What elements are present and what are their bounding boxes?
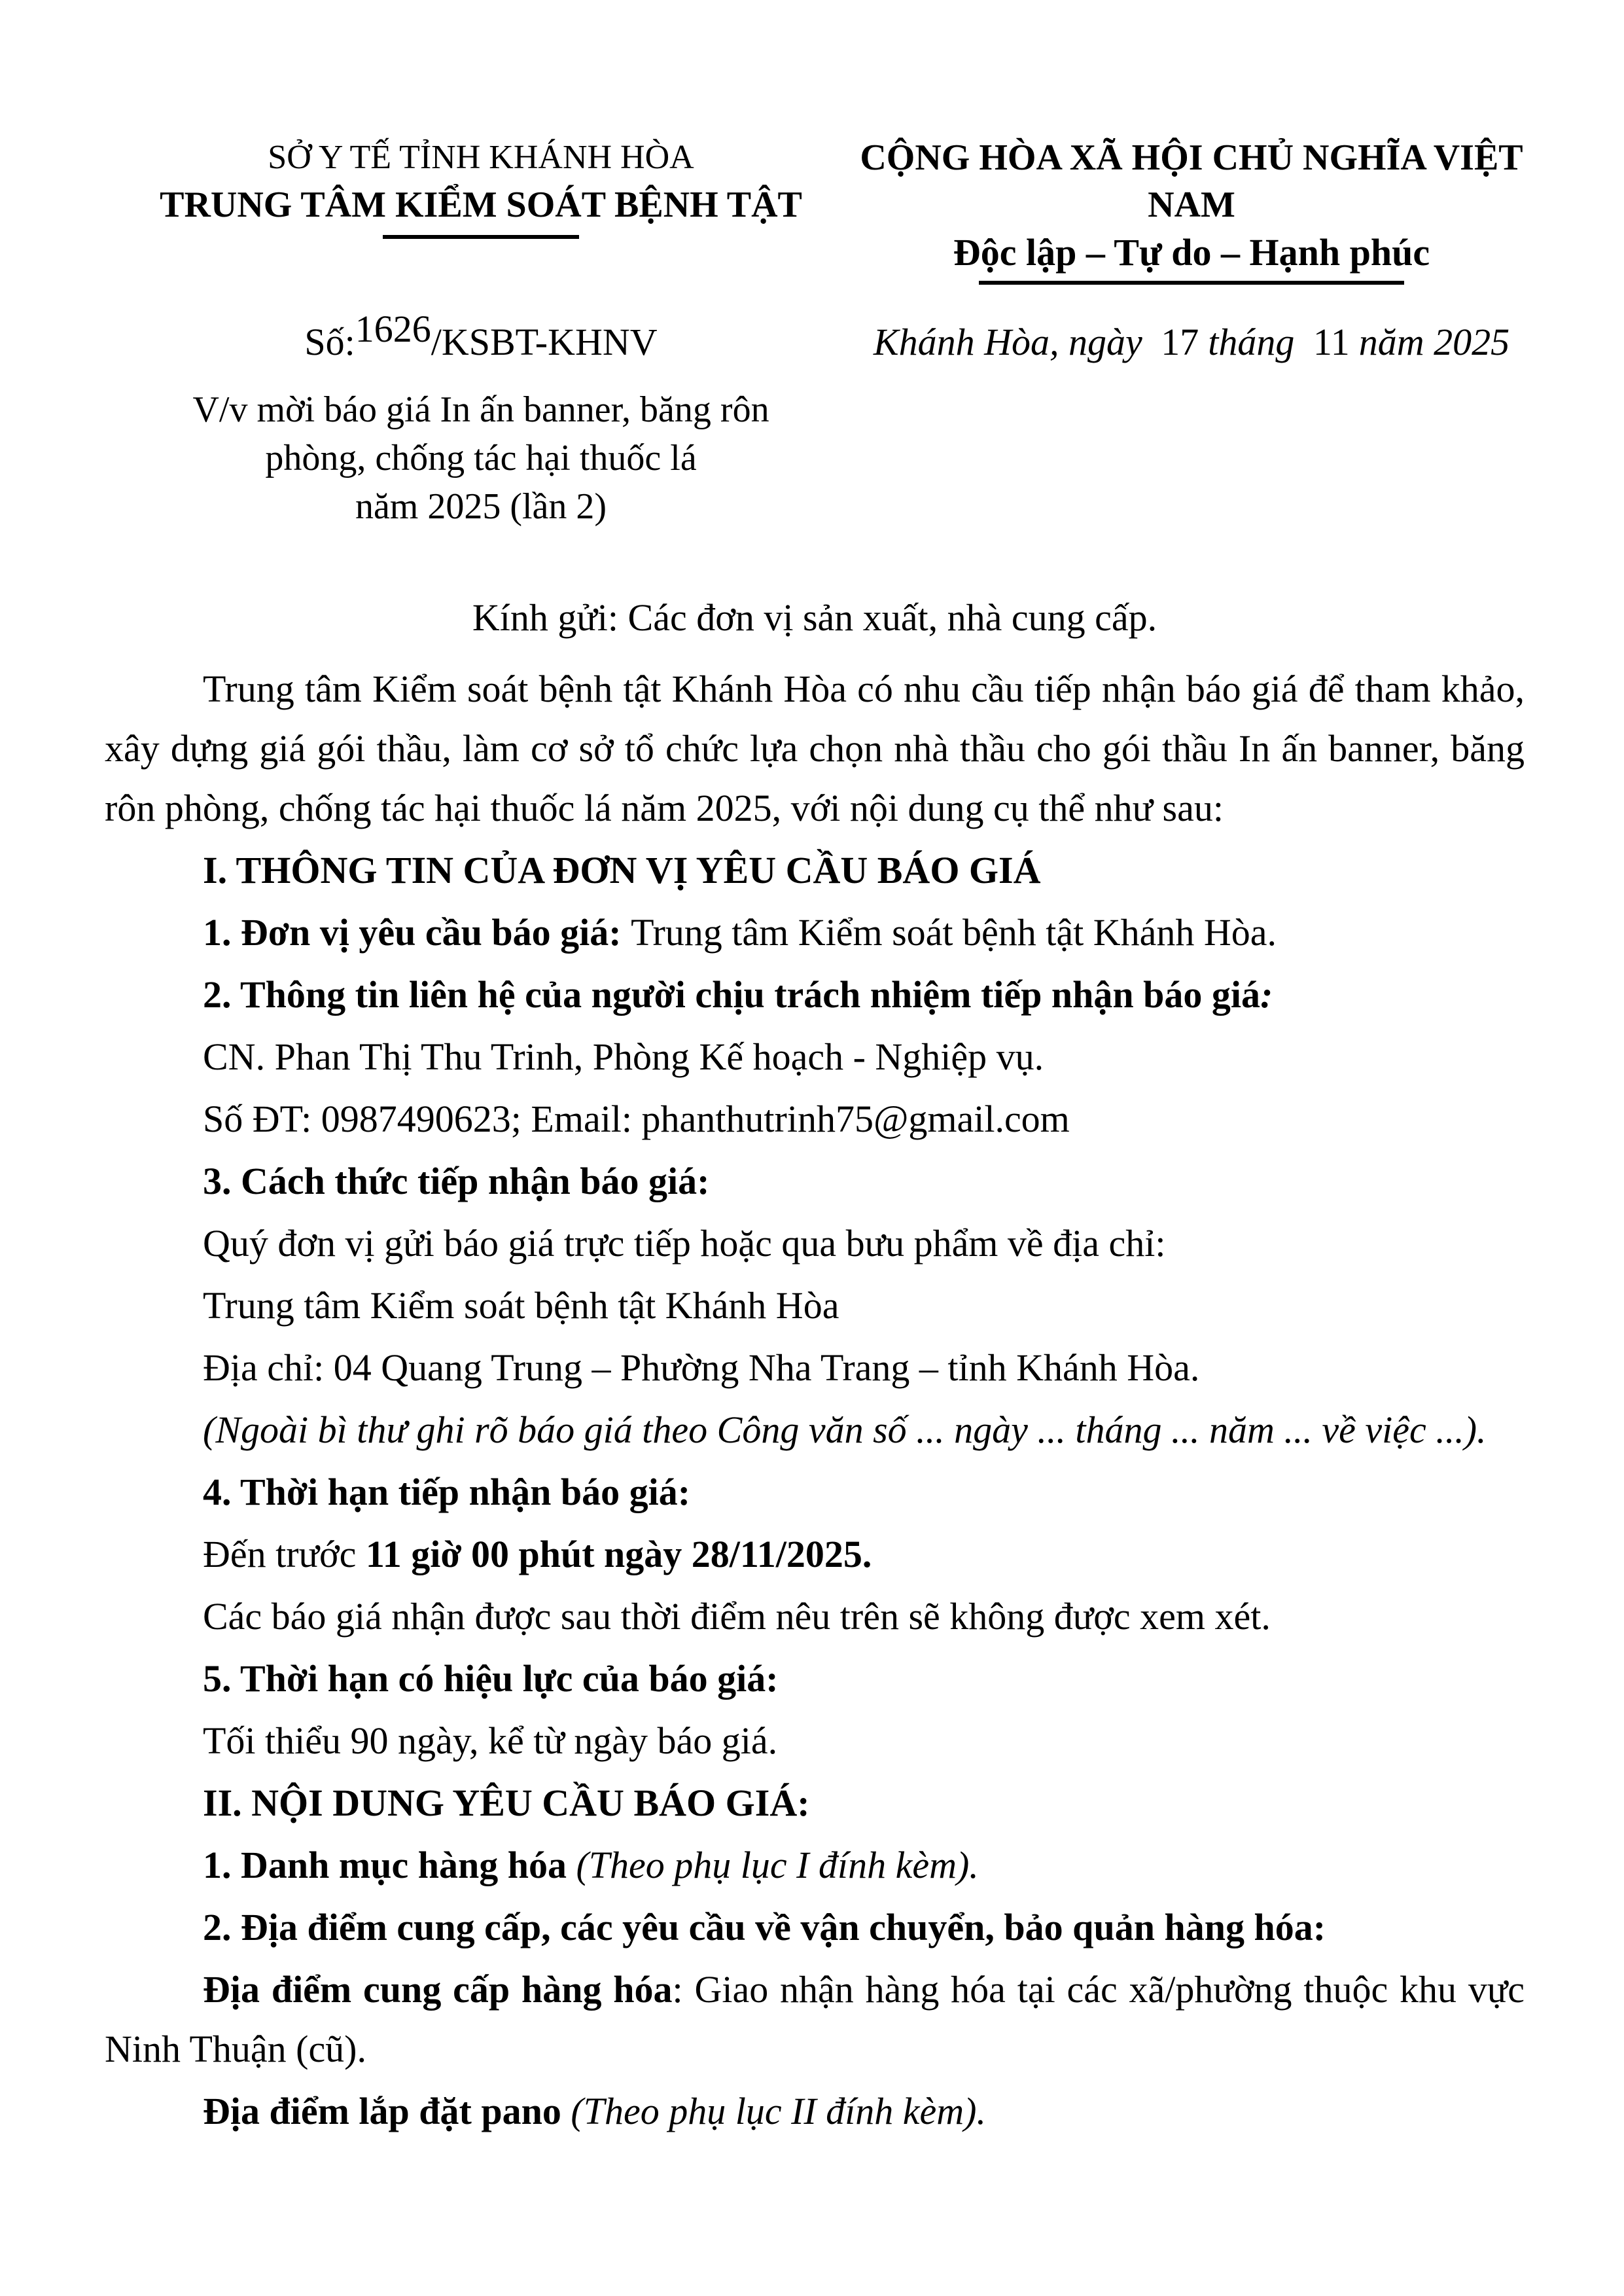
body-paragraph (105, 1649, 1525, 1708)
country-title: CỘNG HÒA XÃ HỘI CHỦ NGHĨA VIỆT NAM (860, 137, 1523, 225)
text-segment: 11 giờ 00 phút ngày 28/11/2025. (365, 1533, 872, 1575)
doc-subject (105, 386, 857, 531)
text-segment: Số ĐT: 0987490623; Email: phanthutrinh75@gmail.com (203, 1098, 1070, 1140)
org-unit-name: TRUNG TÂM KIỂM SOÁT BỆNH TẬT (160, 185, 802, 225)
text-segment: : Giao nhận hàng hóa tại các xã/phường thuộc khu vực Ninh Thuận (cũ). (105, 1968, 1525, 2070)
doc-date (857, 316, 1526, 368)
body-paragraph (105, 2081, 1525, 2141)
text-segment: Quý đơn vị gửi báo giá trực tiếp hoặc qua bưu phẩm về địa chỉ: (203, 1222, 1166, 1265)
subject-line-2: phòng, chống tác hại thuốc lá (265, 438, 697, 478)
body-paragraph (105, 1773, 1525, 1833)
document-body (105, 659, 1525, 2141)
text-segment: Địa điểm lắp đặt pano (203, 2090, 571, 2132)
date-month: 11 (1313, 321, 1350, 363)
document-header (0, 0, 1624, 285)
body-paragraph (105, 1711, 1525, 1770)
date-word-month: tháng (1208, 321, 1295, 363)
body-paragraph (105, 1276, 1525, 1335)
org-underline-divider (383, 235, 579, 239)
body-paragraph (105, 903, 1525, 962)
text-segment: 2. Địa điểm cung cấp, các yêu cầu về vận chuyển, bảo quản hàng hóa: (203, 1906, 1326, 1948)
salutation-line: Kính gửi: Các đơn vị sản xuất, nhà cung cấp. (472, 596, 1157, 639)
date-year: năm 2025 (1358, 321, 1510, 363)
doc-meta-row (0, 285, 1624, 368)
date-day: 17 (1161, 321, 1199, 363)
text-segment: I. THÔNG TIN CỦA ĐƠN VỊ YÊU CẦU BÁO GIÁ (203, 849, 1041, 891)
body-paragraph (105, 1587, 1525, 1646)
body-paragraph (105, 1151, 1525, 1211)
text-segment: 1. Danh mục hàng hóa (203, 1844, 576, 1886)
body-paragraph (105, 840, 1525, 900)
body-paragraph (105, 1213, 1525, 1273)
body-paragraph (105, 1462, 1525, 1522)
subject-line-1: V/v mời báo giá In ấn banner, băng rôn (192, 389, 769, 430)
text-segment: CN. Phan Thị Thu Trinh, Phòng Kế hoạch - Nghiệp vụ. (203, 1035, 1044, 1078)
body-paragraph (105, 1027, 1525, 1086)
text-segment: 1. Đơn vị yêu cầu báo giá: (203, 911, 631, 954)
date-place: Khánh Hòa, ngày (873, 321, 1142, 363)
motto-line: Độc lập – Tự do – Hạnh phúc (953, 231, 1430, 274)
body-paragraph (105, 1897, 1525, 1957)
text-segment: 2. Thông tin liên hệ của người chịu trách nhiệm tiếp nhận báo giá (203, 973, 1261, 1016)
text-segment: (Theo phụ lục I đính kèm). (576, 1844, 979, 1886)
text-segment: Trung tâm Kiểm soát bệnh tật Khánh Hòa (203, 1284, 839, 1327)
motto-underline-divider (979, 281, 1404, 285)
doc-number-suffix: /KSBT-KHNV (431, 321, 658, 363)
subject-line-3: năm 2025 (lần 2) (355, 486, 607, 527)
org-parent-name: SỞ Y TẾ TỈNH KHÁNH HÒA (268, 139, 694, 176)
text-segment: 3. Cách thức tiếp nhận báo giá: (203, 1160, 710, 1202)
text-segment: II. NỘI DUNG YÊU CẦU BÁO GIÁ: (203, 1782, 810, 1824)
text-segment: Các báo giá nhận được sau thời điểm nêu trên sẽ không được xem xét. (203, 1595, 1271, 1638)
body-paragraph (105, 1400, 1525, 1460)
text-segment: 4. Thời hạn tiếp nhận báo giá: (203, 1471, 691, 1513)
text-segment: Tối thiểu 90 ngày, kể từ ngày báo giá. (203, 1719, 778, 1762)
body-paragraph (105, 1835, 1525, 1895)
text-segment: Trung tâm Kiểm soát bệnh tật Khánh Hòa có nhu cầu tiếp nhận báo giá để tham khảo, xây dựng giá gói thầu, làm cơ sở tổ chức lựa chọn nhà thầu cho gói thầu In ấn banner, băng rôn phòng, chống tác hại thuốc lá năm 2025, với nội dung cụ thể như sau: (105, 668, 1525, 829)
body-paragraph (105, 1338, 1525, 1397)
doc-number-value: 1626 (355, 308, 431, 350)
text-segment: 5. Thời hạn có hiệu lực của báo giá: (203, 1657, 779, 1700)
text-segment: Trung tâm Kiểm soát bệnh tật Khánh Hòa. (631, 911, 1277, 954)
header-national-motto (857, 134, 1526, 285)
text-segment: (Theo phụ lục II đính kèm). (571, 2090, 986, 2132)
text-segment: Địa chỉ: 04 Quang Trung – Phường Nha Trang – tỉnh Khánh Hòa. (203, 1346, 1200, 1389)
text-segment: Địa điểm cung cấp hàng hóa (203, 1968, 673, 2011)
header-issuing-org (105, 134, 857, 285)
body-paragraph (105, 659, 1525, 838)
body-paragraph (105, 1960, 1525, 2079)
body-paragraph (105, 965, 1525, 1024)
doc-number-prefix: Số: (304, 321, 355, 363)
text-segment: (Ngoài bì thư ghi rõ báo giá theo Công văn số ... ngày ... tháng ... năm ... về việc ...). (203, 1408, 1487, 1451)
text-segment: : (1260, 973, 1273, 1016)
body-paragraph (105, 1524, 1525, 1584)
text-segment: Đến trước (203, 1533, 366, 1575)
body-paragraph (105, 1089, 1525, 1149)
doc-number (105, 308, 857, 368)
